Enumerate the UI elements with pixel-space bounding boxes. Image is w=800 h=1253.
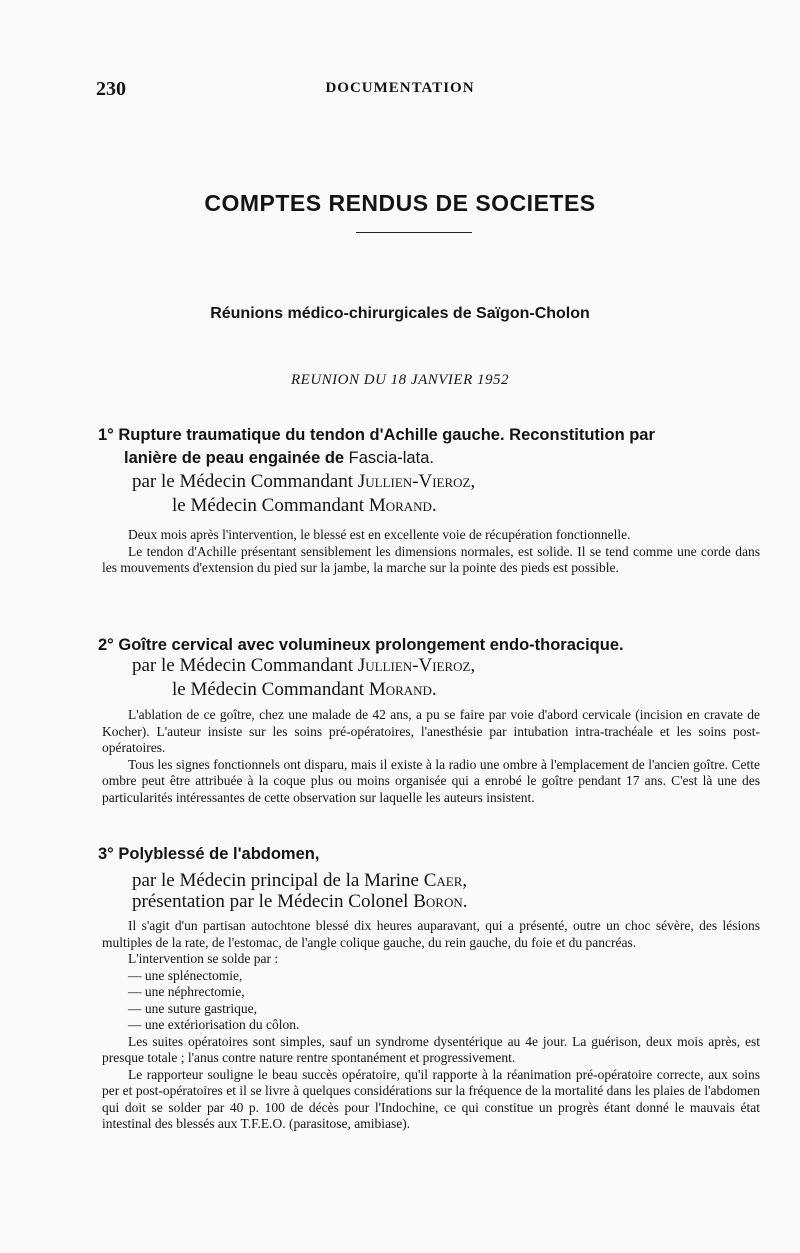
- page-number: 230: [96, 78, 126, 100]
- section-2-author-2: le Médecin Commandant Morand.: [172, 679, 437, 700]
- section-3-author-1: par le Médecin principal de la Marine Caer,: [132, 870, 468, 891]
- running-head: [96, 78, 704, 102]
- author-name: Boron.: [413, 891, 468, 912]
- paragraph: Il s'agit d'un partisan autochtone blessé dix heures auparavant, qui a présenté, outre un choc sévère, des lésions multiples de la rate, de l'estomac, de l'angle colique gauche, du rein gauche, du foie et du pancréas.: [102, 918, 760, 950]
- section-number: 3°: [98, 845, 114, 863]
- page-title: COMPTES RENDUS DE SOCIETES: [204, 190, 596, 216]
- title-rule: [356, 232, 472, 233]
- section-title-line1: Rupture traumatique du tendon d'Achille gauche. Reconstitution par: [118, 426, 655, 444]
- section-title-text: Polyblessé de l'abdomen,: [118, 845, 320, 863]
- running-head-title: DOCUMENTATION: [325, 80, 475, 96]
- subtitle: Réunions médico-chirurgicales de Saïgon-Cholon: [210, 305, 590, 322]
- paragraph: Tous les signes fonctionnels ont disparu, mais il existe à la radio une ombre à l'emplacement de l'ancien goître. Cette ombre peut être attribuée à la coque plus ou moins organisée qui a enrobé le goître pendant 17 ans. C'est là une des particularités intéressantes de cette observation sur laquelle les auteurs insistent.: [102, 756, 760, 805]
- section-title-line2: lanière de peau engainée de: [124, 449, 345, 467]
- paragraph: L'ablation de ce goître, chez une malade de 42 ans, a pu se faire par voie d'abord cervicale (incision en cravate de Kocher). L'auteur insiste sur les soins pré-opératoires, l'anesthésie par intubation intra-trachéale et les soins post-opératoires.: [102, 707, 760, 755]
- list-item: — une suture gastrique,: [128, 1000, 257, 1016]
- meeting-date: REUNION DU 18 JANVIER 1952: [291, 372, 509, 388]
- author-name: Jullien-Vieroz,: [357, 655, 476, 676]
- section-3-body: [102, 918, 760, 1133]
- section-number: 2°: [98, 636, 114, 654]
- section-1-author-2: le Médecin Commandant Morand.: [172, 495, 437, 516]
- section-3-title: [98, 843, 748, 866]
- author-name: Morand.: [368, 495, 437, 516]
- paragraph: Les suites opératoires sont simples, sauf un syndrome dysentérique au 4e jour. La guérison, deux mois après, est presque totale ; l'anus contre nature rentre spontanément et progressivement.: [102, 1033, 760, 1065]
- section-1-body: [102, 527, 760, 577]
- paragraph: Le rapporteur souligne le beau succès opératoire, qu'il rapporte à la réanimation pré-opératoire correcte, aux soins per et post-opératoires et il se livre à quelques considérations sur la fréquence de la mortalité dans les plaies de l'abdomen qui doit se solder par 40 p. 100 de décès pour l'Indochine, ce qui constitue un progrès étant donné le mauvais état intestinal des blessés aux T.F.E.O. (parasitose, amibiase).: [102, 1066, 760, 1131]
- section-title-roman: Fascia-lata.: [344, 449, 434, 467]
- paragraph: L'intervention se solde par :: [128, 951, 279, 966]
- paragraph: Deux mois après l'intervention, le blessé est en excellente voie de récupération fonctionnelle.: [128, 527, 631, 542]
- list-item: — une splénectomie,: [128, 967, 243, 983]
- section-2-author-1: par le Médecin Commandant Jullien-Vieroz,: [132, 655, 476, 676]
- section-title-text: Goître cervical avec volumineux prolongement endo-thoracique.: [118, 636, 624, 654]
- author-name: Jullien-Vieroz,: [357, 471, 476, 492]
- section-2-body: [102, 707, 760, 806]
- section-number: 1°: [98, 426, 114, 444]
- section-3-author-2: présentation par le Médecin Colonel Boron.: [132, 891, 468, 912]
- paragraph: Le tendon d'Achille présentant sensiblement les dimensions normales, est solide. Il se tend comme une corde dans les mouvements d'extension du pied sur la jambe, la marche sur la pointe des pieds est possible.: [102, 543, 760, 575]
- section-1-author-1: par le Médecin Commandant Jullien-Vieroz,: [132, 471, 476, 492]
- author-name: Morand.: [368, 679, 437, 700]
- section-1-title: [98, 424, 748, 470]
- author-name: Caer,: [423, 870, 468, 891]
- list-item: — une extériorisation du côlon.: [128, 1017, 300, 1032]
- list-item: — une néphrectomie,: [128, 984, 245, 999]
